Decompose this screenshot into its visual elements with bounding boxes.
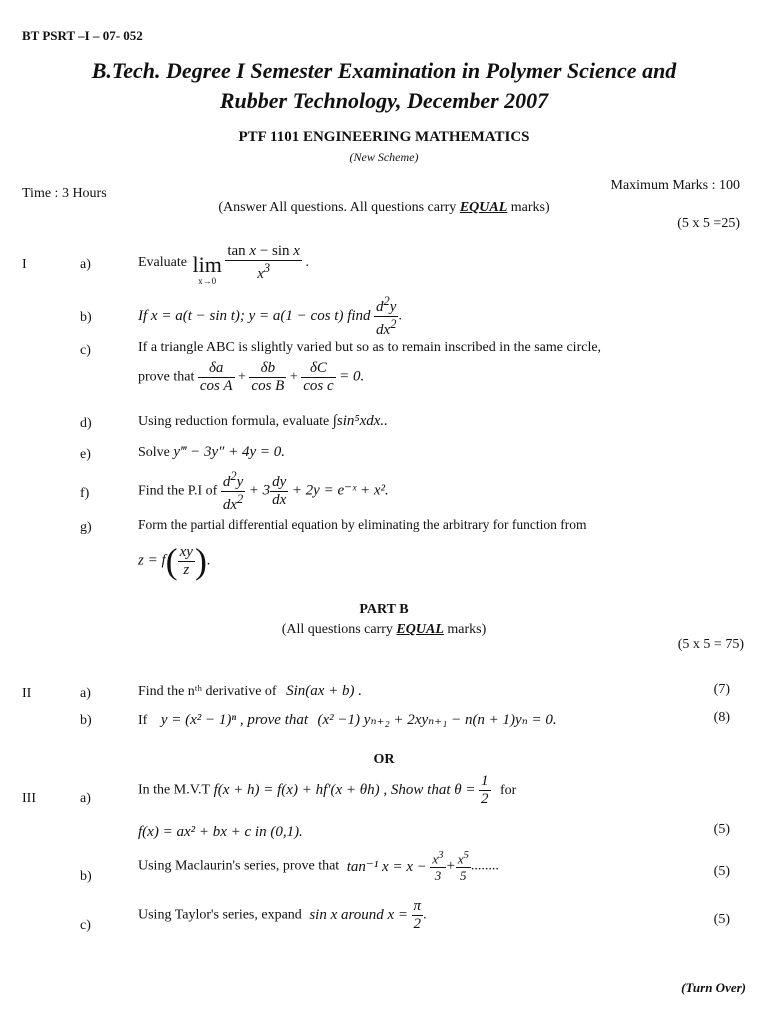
- q2b-body: [138, 710, 557, 729]
- part-b-marks: (5 x 5 = 75): [677, 637, 744, 652]
- time-allowed: Time : 3 Hours: [22, 186, 107, 201]
- turn-over-note: (Turn Over): [681, 980, 746, 995]
- q3c-body: Using Taylor's series, expand sin x around x = $\frac{\pi}{2}$ .: [138, 898, 427, 932]
- instruction-equal: EQUAL: [459, 200, 508, 215]
- scheme-label: (New Scheme): [349, 150, 419, 164]
- q3b-body: Using Maclaurin's series, prove that tan⁻¹ x = x − $\frac{x^3}{3}$ + $\frac{x^5}{5}$ ........: [138, 849, 499, 884]
- q3c-marks: (5): [713, 912, 730, 927]
- q1d-body: [138, 413, 388, 430]
- q3a-label: a): [80, 791, 91, 806]
- subject-title: PTF 1101 ENGINEERING MATHEMATICS: [238, 129, 530, 145]
- question-number-3: III: [22, 791, 36, 806]
- or-separator: OR: [373, 752, 395, 767]
- q1b-fraction: $\frac{d^2y}{dx^2}$: [376, 294, 397, 338]
- q3a-body: In the M.V.T f(x + h) = f(x) + hf′(x + θh) , Show that θ = $\frac{1}{2}$ for: [138, 773, 517, 807]
- q1a-label: a): [80, 257, 91, 272]
- instruction-text: (Answer All questions. All questions carry: [218, 200, 460, 215]
- part-a-marks: (5 x 5 =25): [677, 216, 740, 231]
- q3b-label: b): [80, 869, 92, 884]
- q1d-text: Using reduction formula, evaluate: [138, 414, 330, 429]
- q1f-body: Find the P.I of $\frac{d^2y}{dx^2}$ + 3 $\frac{dy}{dx}$ + 2y = e⁻ˣ + x².: [138, 469, 389, 513]
- q3a-expr: f(x + h) = f(x) + hf′(x + θh) , Show that θ =: [213, 782, 476, 798]
- q1c-text2: prove that: [138, 369, 195, 385]
- q2a-label: a): [80, 686, 91, 701]
- paper-code: BT PSRT –I – 07- 052: [22, 28, 143, 43]
- q2a-marks: (7): [713, 682, 730, 697]
- q3b-marks: (5): [713, 864, 730, 879]
- part-b-instruction-equal: EQUAL: [396, 622, 444, 637]
- q1c-text: If a triangle ABC is slightly varied but so as to remain inscribed in the same circle,: [138, 340, 602, 355]
- q1a-limit: lim x→0: [192, 252, 222, 286]
- q1g-text: Form the partial differential equation by eliminating the arbitrary for function from: [138, 517, 587, 532]
- q1b-body: If x = a(t − sin t); y = a(1 − cos t) find $\frac{d^2y}{dx^2}$ .: [138, 294, 402, 338]
- exam-title-line1: B.Tech. Degree I Semester Examination in Polymer Science and: [91, 58, 677, 83]
- part-b-title: PART B: [359, 602, 409, 617]
- instructions-part-a: [0, 200, 768, 216]
- q2b-expr1: y = (x² − 1)ⁿ , prove that: [160, 712, 309, 728]
- q1b-label: b): [80, 310, 92, 325]
- q3c-label: c): [80, 918, 91, 933]
- q1e-expr: y‴ − 3y″ + 4y = 0.: [173, 444, 286, 460]
- q3a-line2: f(x) = ax² + bx + c in (0,1).: [138, 824, 303, 840]
- q1f-label: f): [80, 486, 90, 501]
- q3a-marks: (5): [713, 822, 730, 837]
- part-b-instruction: (All questions carry: [281, 622, 397, 637]
- q2b-expr2: (x² −1) yₙ₊₂ + 2xyₙ₊₁ − n(n + 1)yₙ = 0.: [317, 712, 557, 728]
- exam-title-line2: Rubber Technology, December 2007: [219, 88, 549, 113]
- maximum-marks: Maximum Marks : 100: [610, 178, 740, 193]
- q2b-marks: (8): [713, 710, 730, 725]
- q3c-expr: sin x around x =: [309, 907, 409, 923]
- q1g-label: g): [80, 520, 92, 535]
- instruction-text-end: marks): [507, 200, 550, 215]
- q1b-text: If x = a(t − sin t); y = a(1 − cos t) find: [138, 308, 371, 324]
- q3b-tail: ........: [470, 858, 499, 874]
- q2a-expr: Sin(ax + b) .: [286, 683, 363, 699]
- q1d-label: d): [80, 416, 92, 431]
- q3b-text: Using Maclaurin's series, prove that: [138, 858, 340, 874]
- q1a-text: Evaluate: [138, 255, 187, 270]
- q1f-rhs: + 2y = e⁻ˣ + x².: [291, 482, 389, 499]
- q3a-for: for: [500, 782, 517, 798]
- q2b-text: If: [138, 713, 148, 728]
- q2a-text: Find the nᵗʰ derivative of: [138, 684, 277, 699]
- question-number-1: I: [22, 257, 27, 272]
- q1e-label: e): [80, 447, 91, 462]
- q1g-expr: z = f( $\frac{xy}{z}$ ).: [138, 541, 211, 581]
- q1e-text: Solve: [138, 445, 170, 460]
- q3a-text: In the M.V.T: [138, 782, 211, 798]
- q1c-label: c): [80, 343, 91, 358]
- q1e-body: [138, 444, 285, 461]
- q1c-body: prove that $\frac{\delta a}{\text{cos A}}$ + $\frac{\delta b}{\text{cos B}}$ + $\frac{\delta C}{\text{cos c}}$ = 0.: [138, 360, 365, 394]
- q1a-body: Evaluate lim x→0 $\frac{\text{tan x − sin x}}{x^3}$ .: [138, 240, 309, 286]
- q3c-text: Using Taylor's series, expand: [138, 907, 302, 923]
- q1f-text: Find the P.I of: [138, 483, 218, 499]
- q1d-expr: ∫sin⁵xdx..: [332, 413, 388, 429]
- q1a-fraction: $\frac{\text{tan x − sin x}}{x^3}$: [227, 243, 300, 282]
- q2b-label: b): [80, 713, 92, 728]
- q3b-expr: tan⁻¹ x = x −: [346, 859, 427, 876]
- q2a-body: [138, 683, 362, 700]
- part-b-instruction-end: marks): [443, 622, 487, 637]
- instructions-part-b: [0, 622, 768, 638]
- question-number-2: II: [22, 686, 32, 701]
